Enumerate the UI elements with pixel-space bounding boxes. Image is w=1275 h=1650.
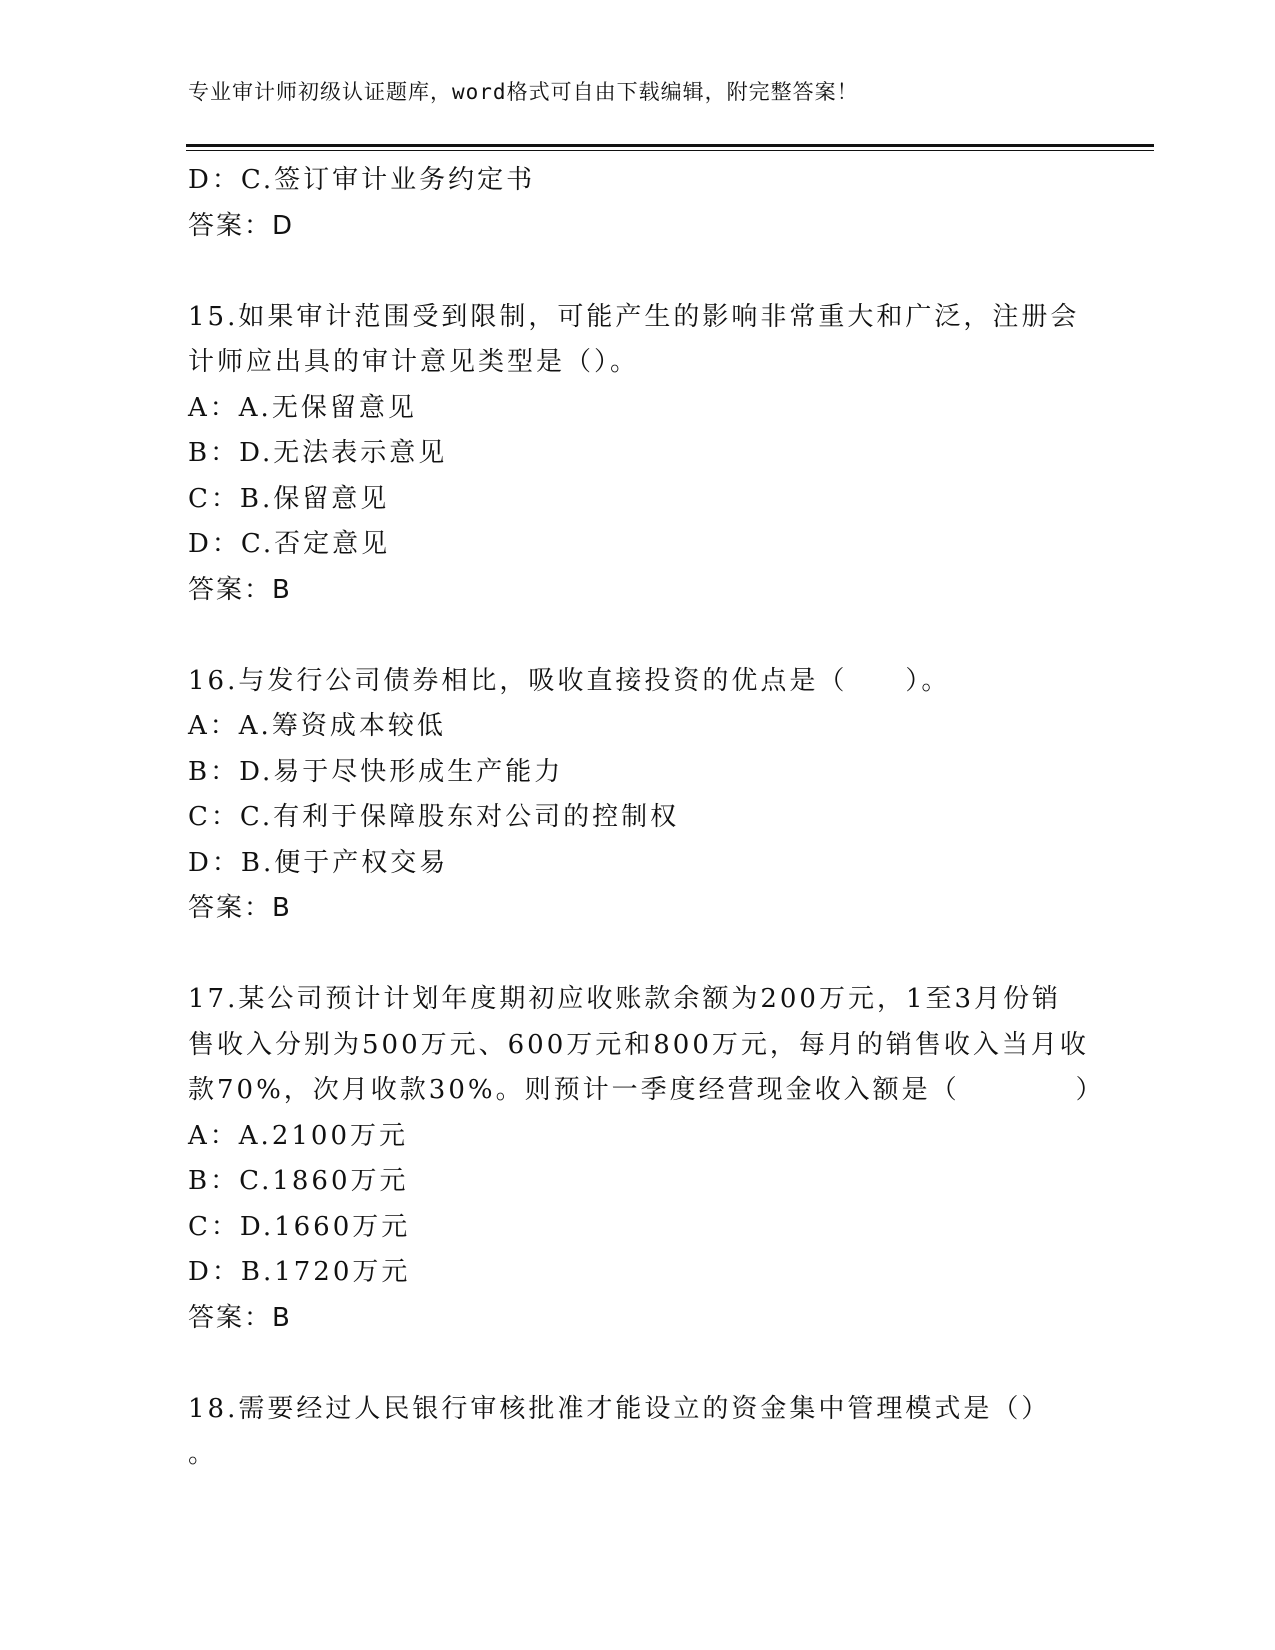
option-d: D：B.1720万元 <box>188 1257 411 1287</box>
answer-line: 答案：B <box>188 893 292 923</box>
question-gap <box>188 932 1088 978</box>
question-14-tail <box>188 158 1088 249</box>
question-17 <box>188 977 1105 1341</box>
option-b: B：D.无法表示意见 <box>188 438 448 468</box>
answer-line: 答案：B <box>188 574 292 605</box>
page-header: 专业审计师初级认证题库，word格式可自由下载编辑，附完整答案！ <box>188 80 859 104</box>
option-d: D：C.签订审计业务约定书 <box>188 165 536 195</box>
option-a: A：A.无保留意见 <box>188 392 417 423</box>
question-stem: 17.某公司预计计划年度期初应收账款余额为200万元，1至3月份销 <box>188 984 1062 1014</box>
question-stem: 。 <box>188 1439 218 1469</box>
header-divider-thin <box>186 150 1154 151</box>
option-c: C：B.保留意见 <box>188 483 390 514</box>
question-list <box>188 158 1105 1478</box>
question-gap <box>188 1341 1088 1387</box>
answer-line: 答案：D <box>188 210 295 241</box>
question-gap <box>188 613 1088 659</box>
answer-line: 答案：B <box>188 1302 292 1333</box>
option-a: A：A.2100万元 <box>188 1120 408 1151</box>
option-b: B：C.1860万元 <box>188 1166 409 1196</box>
option-d: D：B.便于产权交易 <box>188 847 449 878</box>
option-c: C：C.有利于保障股东对公司的控制权 <box>188 802 680 832</box>
question-stem: 款70%，次月收款30%。则预计一季度经营现金收入额是（ ） <box>188 1075 1105 1105</box>
question-stem: 16.与发行公司债券相比，吸收直接投资的优点是（ ）。 <box>188 665 951 696</box>
option-b: B：D.易于尽快形成生产能力 <box>188 756 564 787</box>
question-stem: 15.如果审计范围受到限制，可能产生的影响非常重大和广泛，注册会 <box>188 301 1080 332</box>
question-stem: 计师应出具的审计意见类型是（）。 <box>188 347 640 377</box>
question-15 <box>188 295 1088 614</box>
header-divider-thick <box>186 144 1154 147</box>
option-c: C：D.1660万元 <box>188 1211 411 1242</box>
question-16 <box>188 659 1088 932</box>
option-d: D：C.否定意见 <box>188 529 391 559</box>
question-stem: 18.需要经过人民银行审核批准才能设立的资金集中管理模式是（） <box>188 1393 1051 1424</box>
question-gap <box>188 249 1088 295</box>
option-a: A：A.筹资成本较低 <box>188 711 446 741</box>
question-18 <box>188 1387 1088 1478</box>
question-stem: 售收入分别为500万元、600万元和800万元，每月的销售收入当月收 <box>188 1029 1089 1060</box>
